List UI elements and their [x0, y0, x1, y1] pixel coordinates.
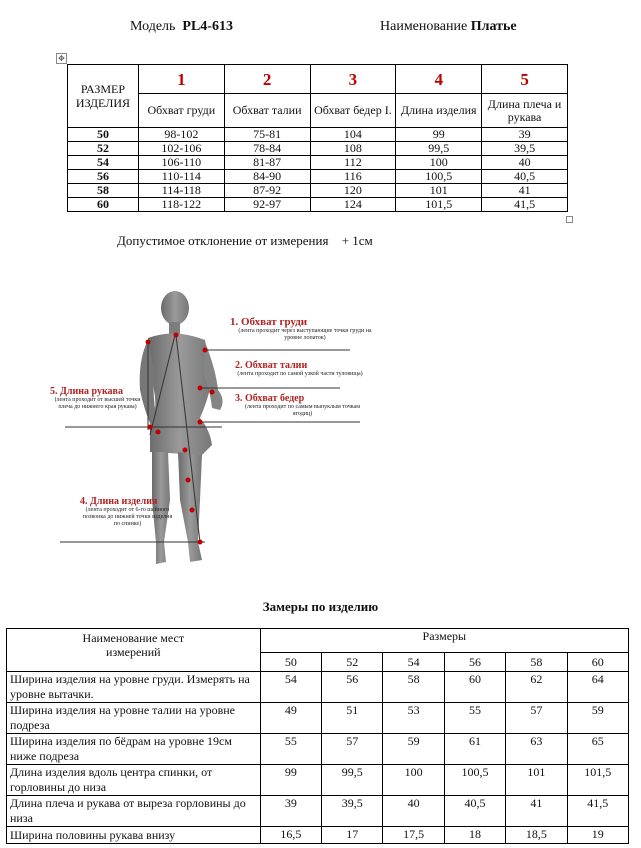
name-value: Платье [470, 19, 517, 34]
measure-value: 101,5 [567, 765, 628, 796]
size-header: РАЗМЕР ИЗДЕЛИЯ [68, 65, 139, 128]
measure-value: 18 [444, 827, 505, 844]
measure-row [7, 796, 629, 827]
value-cell: 78-84 [224, 142, 310, 156]
measure-value: 54 [260, 672, 321, 703]
value-cell: 41,5 [482, 198, 568, 212]
measure-name: Ширина изделия на уровне груди. Измерять на уровне вытачки. [7, 672, 261, 703]
label-length: 4. Длина изделия (лента проходит от 6-го шейного позвонка до нижней точки изделия по спинке) [80, 496, 173, 527]
measure-value: 49 [260, 703, 321, 734]
col-number: 4 [396, 65, 482, 94]
measure-value: 58 [383, 672, 444, 703]
measure-value: 59 [383, 734, 444, 765]
measure-name: Длина плеча и рукава от выреза горловины до низа [7, 796, 261, 827]
value-cell: 124 [310, 198, 396, 212]
measure-value: 39,5 [322, 796, 383, 827]
measure-value: 55 [444, 703, 505, 734]
value-cell: 99 [396, 128, 482, 142]
value-cell: 102-106 [138, 142, 224, 156]
measure-row [7, 765, 629, 796]
value-cell: 120 [310, 184, 396, 198]
value-cell: 110-114 [138, 170, 224, 184]
label-sleeve: 5. Длина рукава (лента проходит от высшей точки плеча до нижнего края рукава) [50, 386, 141, 410]
value-cell: 81-87 [224, 156, 310, 170]
model-value: PL4-613 [182, 19, 233, 34]
table-move-handle[interactable]: ✥ [56, 53, 67, 64]
value-cell: 108 [310, 142, 396, 156]
value-cell: 101 [396, 184, 482, 198]
measure-value: 61 [444, 734, 505, 765]
value-cell: 98-102 [138, 128, 224, 142]
size-column-header: 50 [260, 653, 321, 672]
measure-value: 99 [260, 765, 321, 796]
size-row [68, 170, 568, 184]
value-cell: 75-81 [224, 128, 310, 142]
value-cell: 104 [310, 128, 396, 142]
measures-name-header: Наименование мест измерений [7, 629, 261, 672]
value-cell: 101,5 [396, 198, 482, 212]
measure-row [7, 734, 629, 765]
measure-name: Ширина изделия на уровне талии на уровне подреза [7, 703, 261, 734]
value-cell: 118-122 [138, 198, 224, 212]
measure-value: 57 [506, 703, 567, 734]
col-number: 1 [138, 65, 224, 94]
measure-value: 99,5 [322, 765, 383, 796]
measure-name: Ширина изделия по бёдрам на уровне 19см ниже подреза [7, 734, 261, 765]
size-row [68, 142, 568, 156]
size-cell: 58 [68, 184, 139, 198]
size-row [68, 184, 568, 198]
measure-value: 41,5 [567, 796, 628, 827]
measure-value: 39 [260, 796, 321, 827]
col-header-hips: Обхват бедер I. [310, 94, 396, 128]
label-chest: 1. Обхват груди (лента проходит через выступающие точки груди на уровне лопаток) [230, 316, 372, 341]
measure-value: 59 [567, 703, 628, 734]
size-column-header: 52 [322, 653, 383, 672]
measure-value: 56 [322, 672, 383, 703]
size-cell: 50 [68, 128, 139, 142]
measure-value: 100,5 [444, 765, 505, 796]
size-row [68, 156, 568, 170]
table-resize-handle[interactable] [566, 216, 573, 223]
measure-value: 101 [506, 765, 567, 796]
value-cell: 106-110 [138, 156, 224, 170]
col-number: 5 [482, 65, 568, 94]
measure-value: 63 [506, 734, 567, 765]
measure-value: 62 [506, 672, 567, 703]
measure-value: 41 [506, 796, 567, 827]
measurement-figure [40, 280, 400, 580]
measure-name: Длина изделия вдоль центра спинки, от горловины до низа [7, 765, 261, 796]
size-cell: 52 [68, 142, 139, 156]
value-cell: 100 [396, 156, 482, 170]
model-line [130, 19, 233, 35]
measure-value: 100 [383, 765, 444, 796]
col-header-length: Длина изделия [396, 94, 482, 128]
measures-title: Замеры по изделию [262, 599, 379, 614]
tolerance-value: + 1см [341, 233, 373, 248]
measure-row [7, 827, 629, 844]
size-column-header: 60 [567, 653, 628, 672]
size-row [68, 128, 568, 142]
measure-value: 64 [567, 672, 628, 703]
measures-sizes-header: Размеры [260, 629, 628, 653]
measure-value: 51 [322, 703, 383, 734]
measure-value: 40,5 [444, 796, 505, 827]
value-cell: 40 [482, 156, 568, 170]
measure-value: 17 [322, 827, 383, 844]
product-name-line [380, 19, 517, 35]
value-cell: 92-97 [224, 198, 310, 212]
value-cell: 116 [310, 170, 396, 184]
tolerance-line [117, 233, 373, 249]
measure-value: 40 [383, 796, 444, 827]
col-header-sleeve: Длина плеча и рукава [482, 94, 568, 128]
size-column-header: 54 [383, 653, 444, 672]
measure-row [7, 703, 629, 734]
value-cell: 99,5 [396, 142, 482, 156]
size-cell: 54 [68, 156, 139, 170]
col-number: 2 [224, 65, 310, 94]
measure-value: 60 [444, 672, 505, 703]
measure-value: 53 [383, 703, 444, 734]
label-hips: 3. Обхват бедер (лента проходит по самым выпуклым точкам ягодиц) [235, 393, 360, 417]
value-cell: 41 [482, 184, 568, 198]
measure-value: 18,5 [506, 827, 567, 844]
model-label: Модель [130, 19, 176, 34]
value-cell: 39,5 [482, 142, 568, 156]
measure-value: 57 [322, 734, 383, 765]
value-cell: 100,5 [396, 170, 482, 184]
size-row [68, 198, 568, 212]
value-cell: 84-90 [224, 170, 310, 184]
size-table [67, 64, 568, 212]
value-cell: 87-92 [224, 184, 310, 198]
size-column-header: 58 [506, 653, 567, 672]
col-header-waist: Обхват талии [224, 94, 310, 128]
size-cell: 56 [68, 170, 139, 184]
size-cell: 60 [68, 198, 139, 212]
product-measures-table [6, 628, 629, 844]
tolerance-text: Допустимое отклонение от измерения [117, 233, 329, 248]
label-waist: 2. Обхват талии (лента проходит по самой узкой части туловища) [235, 360, 363, 377]
col-number: 3 [310, 65, 396, 94]
measure-name: Ширина половины рукава внизу [7, 827, 261, 844]
measure-value: 19 [567, 827, 628, 844]
col-header-chest: Обхват груди [138, 94, 224, 128]
value-cell: 114-118 [138, 184, 224, 198]
name-label: Наименование [380, 19, 468, 34]
size-column-header: 56 [444, 653, 505, 672]
value-cell: 40,5 [482, 170, 568, 184]
measure-value: 55 [260, 734, 321, 765]
measure-value: 65 [567, 734, 628, 765]
measure-value: 17,5 [383, 827, 444, 844]
value-cell: 39 [482, 128, 568, 142]
measure-value: 16,5 [260, 827, 321, 844]
measure-row [7, 672, 629, 703]
value-cell: 112 [310, 156, 396, 170]
